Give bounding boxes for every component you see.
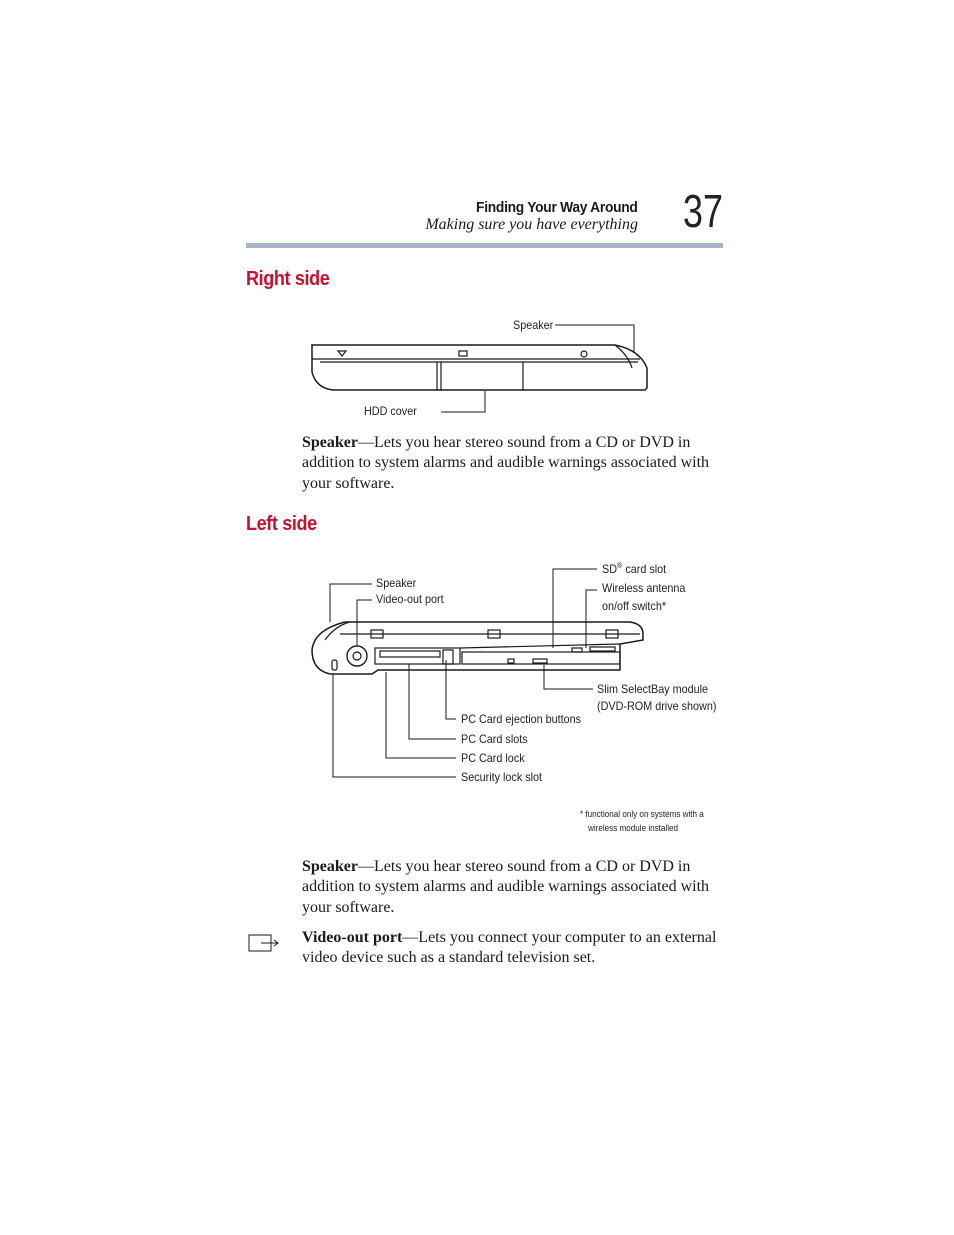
desc-speaker-text: —Lets you hear stereo sound from a CD or DVD in addition to system alarms and audible warnings associated with your software. [302,434,710,492]
desc-video-out-text: —Lets you connect your computer to an external video device such as a standard television set. [302,929,717,967]
callout-video-out: Video-out port [376,592,444,606]
callout-hdd-cover: HDD cover [364,404,417,418]
footnote-line1: * functional only on systems with a [580,809,704,819]
section-subtitle: Making sure you have everything [425,216,638,233]
callout-wireless-line1: Wireless antenna [602,581,686,595]
callout-selectbay-line2: (DVD-ROM drive shown) [597,699,717,713]
leader-sd-slot [553,569,597,648]
callout-speaker-right: Speaker [513,318,554,332]
term-speaker: Speaker [302,434,358,451]
leader-selectbay [544,665,593,689]
right-speaker-description [302,433,727,494]
heading-right-side: Right side [246,268,330,290]
callout-wireless-line2: on/off switch* [602,599,667,613]
callout-sd-card-slot: SD® card slot [602,561,667,576]
callout-selectbay-line1: Slim SelectBay module [597,682,709,696]
leader-speaker-left [330,584,372,622]
callout-pc-card-slots: PC Card slots [461,732,528,746]
leader-video-out [357,600,372,646]
leader-pc-eject [446,660,456,719]
callout-speaker-left: Speaker [376,576,417,590]
leader-security-lock [333,674,456,777]
leader-hdd-cover [441,391,485,412]
leader-wireless-switch [586,590,597,648]
term-speaker-left: Speaker [302,858,358,875]
term-video-out: Video-out port [302,929,403,946]
callout-pc-card-lock: PC Card lock [461,751,525,765]
page-number: 37 [683,185,723,237]
callout-security-lock: Security lock slot [461,770,543,784]
video-out-description [302,928,727,969]
leader-pc-slots [409,664,456,739]
footnote-line2: wireless module installed [588,823,679,833]
desc-speaker-left-text: —Lets you hear stereo sound from a CD or DVD in addition to system alarms and audible warnings associated with your software. [302,858,710,916]
callout-pc-card-eject: PC Card ejection buttons [461,712,582,726]
heading-left-side: Left side [246,513,317,535]
chapter-title: Finding Your Way Around [476,199,638,216]
leader-speaker-right [555,325,634,352]
video-out-margin-icon [249,935,278,951]
right-side-device-drawing [312,345,647,390]
left-speaker-description [302,857,727,918]
left-side-device-drawing [312,622,643,674]
